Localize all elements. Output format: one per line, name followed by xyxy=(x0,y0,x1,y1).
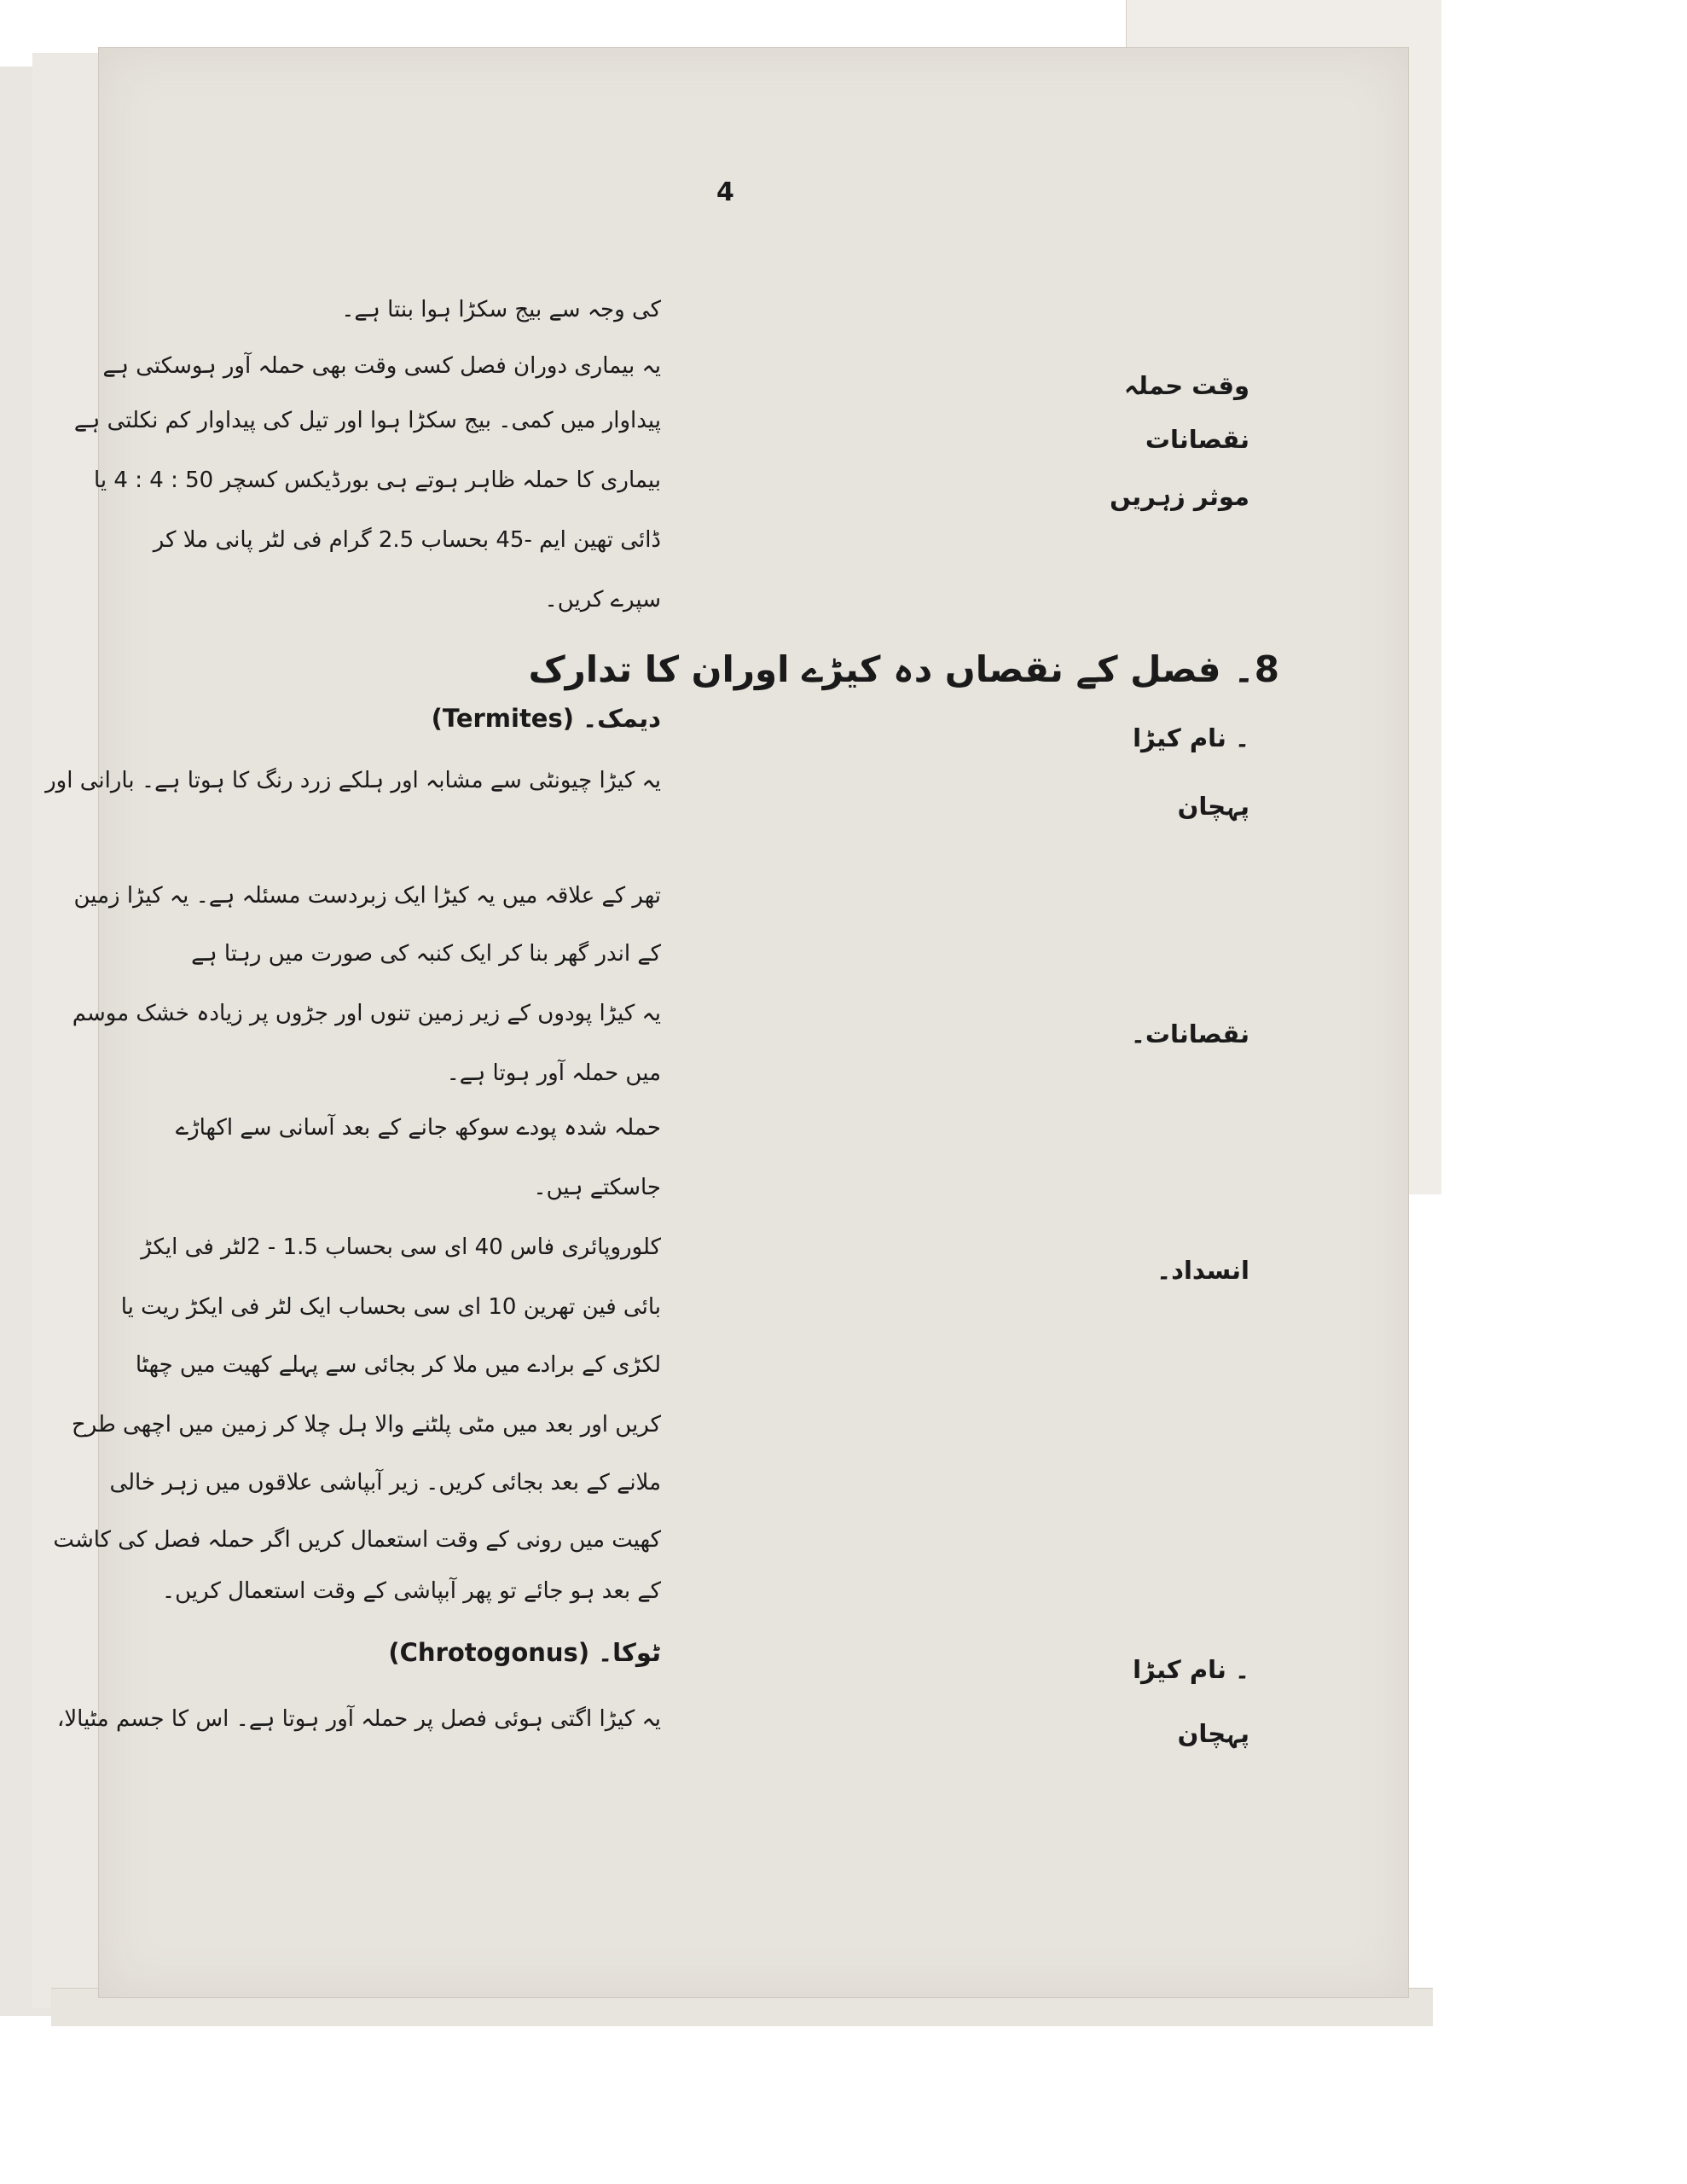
text-line: ملانے کے بعد بجائی کریں۔ زیر آبپاشی علاقوں میں زہر خالی xyxy=(109,1470,661,1496)
label-damages: نقصانات xyxy=(1145,425,1249,454)
text-line: سپرے کریں۔ xyxy=(544,587,661,613)
text-line: حملہ شدہ پودے سوکھ جانے کے بعد آسانی سے اکھاڑے xyxy=(175,1115,661,1141)
text-line: کریں اور بعد میں مٹی پلٹنے والا ہل چلا کر زمین میں اچھی طرح xyxy=(71,1412,661,1438)
text-line: پیداوار میں کمی۔ بیج سکڑا ہوا اور تیل کی پیداوار کم نکلتی ہے xyxy=(73,408,661,433)
text-line: تھر کے علاقہ میں یہ کیڑا ایک زبردست مسئلہ ہے۔ یہ کیڑا زمین xyxy=(73,883,661,909)
text-line: یہ کیڑا اگتی ہوئی فصل پر حملہ آور ہوتا ہے۔ اس کا جسم مٹیالا، xyxy=(56,1706,661,1732)
text-line: یہ کیڑا پودوں کے زیر زمین تنوں اور جڑوں پر زیادہ خشک موسم xyxy=(72,1001,661,1026)
text-line: میں حملہ آور ہوتا ہے۔ xyxy=(446,1060,661,1086)
text-line: ڈائی تھین ایم -45 بحساب 2.5 گرام فی لٹر پانی ملا کر xyxy=(153,527,661,553)
label-attack-time: وقت حملہ xyxy=(1124,371,1249,400)
text-line: یہ بیماری دوران فصل کسی وقت بھی حملہ آور ہوسکتی ہے xyxy=(102,353,661,379)
section-title-chrotogonus: ٹوکا۔ (Chrotogonus) xyxy=(388,1638,661,1667)
label-effective-poisons: موثر زہریں xyxy=(1110,482,1249,511)
text-line: بیماری کا حملہ ظاہر ہوتے ہی بورڈیکس کسچر 50 : 4 : 4 یا xyxy=(93,468,661,493)
section-title-termites: دیمک۔ (Termites) xyxy=(431,704,661,733)
label-identification-2: پہچان xyxy=(1177,1719,1249,1748)
text-line: کی وجہ سے بیج سکڑا ہوا بنتا ہے۔ xyxy=(341,297,661,322)
text-line: کھیت میں رونی کے وقت استعمال کریں اگر حملہ فصل کی کاشت xyxy=(53,1527,661,1553)
text-line: جاسکتے ہیں۔ xyxy=(533,1175,661,1200)
text-line: کے اندر گھر بنا کر ایک کنبہ کی صورت میں رہتا ہے xyxy=(191,941,661,967)
label-pest-name: ۔ نام کیڑا xyxy=(1133,723,1249,752)
text-line: بائی فین تھرین 10 ای سی بحساب ایک لٹر فی ایکڑ ریت یا xyxy=(120,1294,661,1320)
text-line: لکڑی کے برادے میں ملا کر بجائی سے پہلے کھیت میں چھٹا xyxy=(135,1352,661,1378)
text-line: کے بعد ہو جائے تو پھر آبپاشی کے وقت استعمال کریں۔ xyxy=(161,1578,661,1604)
label-damages-2: نقصانات۔ xyxy=(1130,1019,1249,1048)
page-number: 4 xyxy=(716,177,734,207)
label-prevention: انسداد۔ xyxy=(1157,1256,1249,1285)
section-heading: 8۔ فصل کے نقصاں دہ کیڑے اوران کا تدارک xyxy=(528,648,1279,690)
label-pest-name-2: ۔ نام کیڑا xyxy=(1133,1655,1249,1684)
text-line: یہ کیڑا چیونٹی سے مشابہ اور ہلکے زرد رنگ کا ہوتا ہے۔ بارانی اور xyxy=(45,768,661,793)
label-identification: پہچان xyxy=(1177,792,1249,821)
text-line: کلوروپائری فاس 40 ای سی بحساب 1.5 - 2لٹر فی ایکڑ xyxy=(141,1234,661,1260)
